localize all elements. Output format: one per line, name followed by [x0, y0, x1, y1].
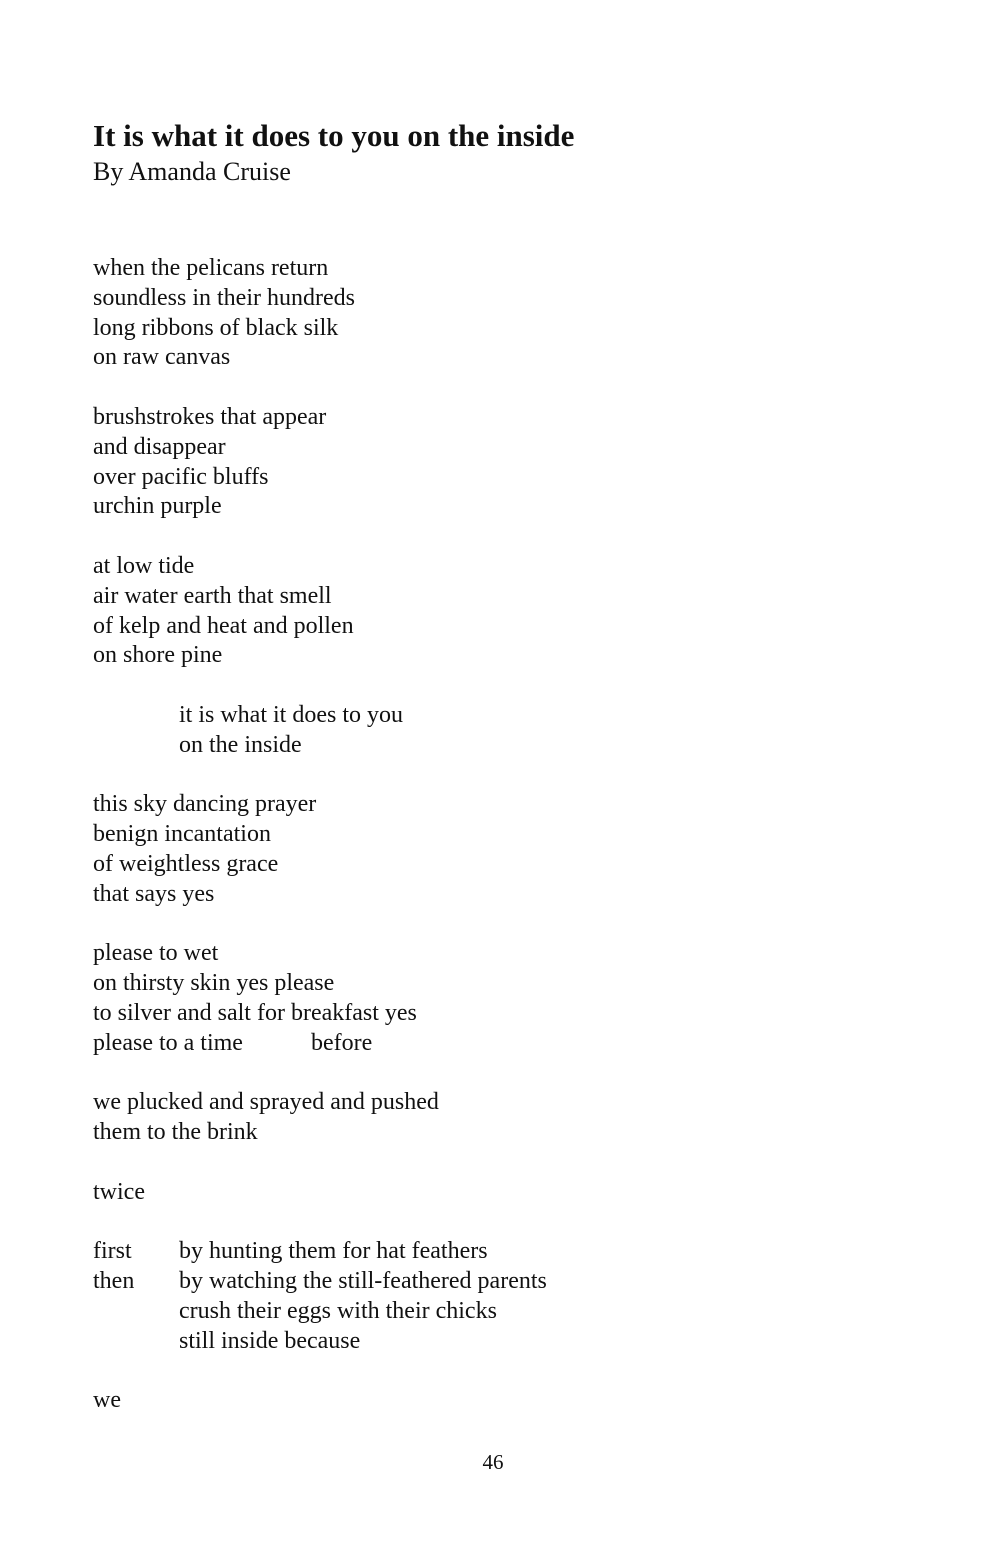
- poem-line: please to wet: [93, 940, 219, 967]
- stanza-5: [93, 790, 913, 909]
- stanza-6: [93, 939, 913, 1058]
- poem-line: on thirsty skin yes please: [93, 970, 335, 997]
- poem-line: urchin purple: [93, 493, 222, 520]
- line-label-first: first: [93, 1238, 132, 1265]
- page-number: 46: [482, 1450, 504, 1474]
- poem-line-split: [93, 1029, 913, 1059]
- poem-line: on shore pine: [93, 642, 223, 669]
- stanza-3: [93, 552, 913, 671]
- stanza-2: [93, 403, 913, 522]
- poem-line: it is what it does to you: [179, 701, 403, 728]
- poem-line: of weightless grace: [93, 850, 279, 877]
- stanza-4-indented: [93, 701, 913, 761]
- stanza-break: [93, 761, 913, 791]
- stanza-break: [93, 1059, 913, 1089]
- line-text: by hunting them for hat feathers: [179, 1238, 488, 1265]
- poem-line: to silver and salt for breakfast yes: [93, 999, 417, 1026]
- poem-line: this sky dancing prayer: [93, 791, 317, 818]
- stanza-7: [93, 1088, 913, 1148]
- poem-line: of kelp and heat and pollen: [93, 612, 354, 639]
- poem-line: we plucked and sprayed and pushed: [93, 1089, 439, 1116]
- poem-line-labeled: [93, 1237, 913, 1267]
- line-part-left: please to a time: [93, 1029, 243, 1056]
- line-part-right: before: [310, 1029, 373, 1056]
- poem-line: over pacific bluffs: [93, 463, 269, 490]
- stanza-break: [93, 1148, 913, 1178]
- poem-line: we: [93, 1387, 121, 1414]
- stanza-10: [93, 1386, 913, 1416]
- poem-line: them to the brink: [93, 1119, 258, 1146]
- stanza-break: [93, 671, 913, 701]
- stanza-1: [93, 254, 913, 373]
- line-text: by watching the still-feathered parents: [179, 1268, 547, 1295]
- poem-line: brushstrokes that appear: [93, 403, 327, 430]
- poem-byline: By Amanda Cruise: [93, 157, 291, 186]
- stanza-break: [93, 910, 913, 940]
- poem-line: at low tide: [93, 552, 195, 579]
- poem-line: and disappear: [93, 433, 226, 460]
- poem-title: It is what it does to you on the inside: [93, 118, 575, 153]
- stanza-break: [93, 522, 913, 552]
- stanza-9: [93, 1237, 913, 1356]
- poem-line-labeled: [93, 1267, 913, 1297]
- poem-line: benign incantation: [93, 821, 271, 848]
- poem-line: still inside because: [179, 1327, 361, 1354]
- poem-line: twice: [93, 1178, 145, 1205]
- stanza-break: [93, 1208, 913, 1238]
- poem-line: air water earth that smell: [93, 582, 332, 609]
- poem-body: [93, 254, 913, 1416]
- poem-line: when the pelicans return: [93, 255, 329, 281]
- stanza-break: [93, 1356, 913, 1386]
- stanza-break: [93, 373, 913, 403]
- poem-line: on raw canvas: [93, 344, 231, 371]
- poem-line: soundless in their hundreds: [93, 284, 355, 311]
- stanza-8: [93, 1178, 913, 1208]
- poem-line: on the inside: [179, 731, 302, 758]
- poem-line: crush their eggs with their chicks: [179, 1297, 497, 1324]
- poem-line: that says yes: [93, 880, 215, 907]
- poem-line: long ribbons of black silk: [93, 314, 339, 341]
- line-label-then: then: [93, 1268, 135, 1295]
